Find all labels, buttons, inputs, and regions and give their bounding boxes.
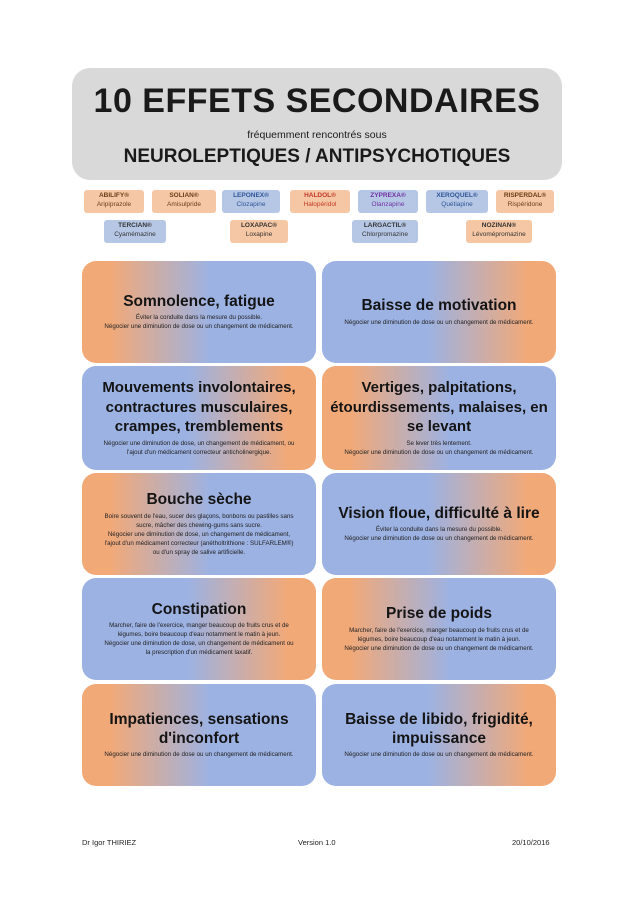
drug-tag-risperdal [496, 190, 554, 213]
advice-line: Négocier une diminution de dose ou un changement de médicament. [344, 448, 534, 456]
effect-description [88, 751, 310, 760]
advice-line: Se lever très lentement. [406, 439, 472, 447]
drug-brand: LOXAPAC® [240, 222, 278, 229]
drug-molecule: Rispéridone [507, 200, 543, 208]
effect-title: Vertiges, palpitations, étourdissements, malaises, en se levant [330, 379, 548, 436]
advice-line: Marcher, faire de l'exercice, manger beaucoup de fruits crus et de [109, 622, 289, 630]
effect-title: Mouvements involontaires, contractures musculaires, crampes, tremblements [102, 379, 296, 436]
effect-title: Baisse de libido, frigidité, impuissance [345, 710, 533, 747]
advice-line: légumes, boire beaucoup d'eau notamment le matin à jeun. [117, 631, 281, 639]
page-subtitle: fréquemment rencontrés sous [247, 129, 387, 141]
effect-card-vision [322, 473, 556, 575]
drug-tag-largactil [352, 220, 418, 243]
effect-title: Somnolence, fatigue [123, 292, 275, 310]
drug-brand: XEROQUEL® [436, 192, 478, 199]
drug-tag-haldol [290, 190, 350, 213]
effect-description [328, 319, 550, 328]
drug-brand: ZYPREXA® [370, 192, 406, 199]
effect-title: Constipation [151, 600, 247, 618]
drug-tag-solian [152, 190, 216, 213]
drug-molecule: Clozapine [236, 200, 266, 208]
effect-description [328, 440, 550, 458]
drug-molecule: Loxapine [245, 230, 273, 238]
effect-description [328, 751, 550, 760]
advice-line: Négocier une diminution de dose ou un changement de médicament. [344, 644, 534, 652]
advice-line: Négocier une diminution de dose ou un changement de médicament. [104, 323, 294, 331]
effect-card-poids [322, 578, 556, 680]
effect-title: Baisse de motivation [361, 297, 517, 315]
advice-line: Négocier une diminution de dose, un changement de médicament, ou [103, 439, 295, 447]
effect-description [88, 314, 310, 332]
advice-line: sucre, mâcher des chewing-gums sans sucre. [136, 521, 262, 529]
advice-line: Négocier une diminution de dose ou un changement de médicament. [344, 535, 534, 543]
drug-brand: LARGACTIL® [363, 222, 407, 229]
drug-brand: NOZINAN® [481, 222, 517, 229]
drug-tag-xeroquel [426, 190, 488, 213]
header-banner [72, 68, 562, 180]
drug-tag-tercian [104, 220, 166, 243]
advice-line: Négocier une diminution de dose, un changement de médicament, [107, 530, 291, 538]
effect-title: Prise de poids [386, 605, 492, 623]
drug-molecule: Lévomépromazine [472, 230, 526, 238]
advice-line: Négocier une diminution de dose ou un changement de médicament. [344, 318, 534, 326]
effect-title: Vision floue, difficulté à lire [338, 504, 540, 522]
drug-molecule: Halopéridol [303, 200, 337, 208]
drug-tag-zyprexa [358, 190, 418, 213]
effect-card-mouvements [82, 366, 316, 470]
effect-description [328, 627, 550, 654]
effect-description [88, 440, 310, 458]
effect-card-impatiences [82, 684, 316, 786]
advice-line: ou d'un spray de salive artificielle. [152, 548, 246, 556]
effect-description [328, 526, 550, 544]
drug-molecule: Olanzapine [371, 200, 405, 208]
footer-date: 20/10/2016 [512, 838, 550, 847]
effect-card-bouche-seche [82, 473, 316, 575]
effect-card-somnolence [82, 261, 316, 363]
advice-line: Négocier une diminution de dose ou un changement de médicament. [344, 751, 534, 759]
drug-molecule: Quétiapine [441, 200, 473, 208]
drug-molecule: Cyamémazine [114, 230, 156, 238]
effect-card-constipation [82, 578, 316, 680]
advice-line: l'ajout d'un médicament correcteur anticholinergique. [126, 448, 272, 456]
drug-brand: TERCIAN® [118, 222, 152, 229]
drug-tag-loxapac [230, 220, 288, 243]
advice-line: Marcher, faire de l'exercice, manger beaucoup de fruits crus et de [349, 626, 529, 634]
effect-description [88, 622, 310, 658]
advice-line: légumes, boire beaucoup d'eau notamment le matin à jeun. [357, 635, 521, 643]
drug-brand: HALDOL® [304, 192, 336, 199]
drug-brand: ABILIFY® [98, 192, 130, 199]
drug-tag-leponex [222, 190, 280, 213]
drug-brand: SOLIAN® [169, 192, 199, 199]
effect-title: Bouche sèche [146, 491, 252, 509]
drug-molecule: Aripiprazole [96, 200, 132, 208]
effect-card-motivation [322, 261, 556, 363]
footer-version: Version 1.0 [298, 838, 336, 847]
page-heading: NEUROLEPTIQUES / ANTIPSYCHOTIQUES [123, 146, 511, 167]
advice-line: l'ajout d'un médicament correcteur (anétholtrithione : SULFARLEM®) [104, 539, 294, 547]
effect-title: Impatiences, sensations d'inconfort [109, 710, 289, 747]
advice-line: Éviter la conduite dans la mesure du possible. [135, 314, 263, 322]
advice-line: Éviter la conduite dans la mesure du possible. [375, 526, 503, 534]
advice-line: Négocier une diminution de dose, un changement de médicament ou [104, 640, 294, 648]
effect-card-libido [322, 684, 556, 786]
drug-molecule: Chlorpromazine [362, 230, 408, 238]
drug-brand: LEPONEX® [233, 192, 269, 199]
drug-molecule: Amisulpride [167, 200, 201, 208]
page-title: 10 EFFETS SECONDAIRES [93, 82, 541, 120]
advice-line: la prescription d'un médicament laxatif. [145, 649, 253, 657]
drug-tag-nozinan [466, 220, 532, 243]
effect-card-vertiges [322, 366, 556, 470]
advice-line: Négocier une diminution de dose ou un changement de médicament. [104, 751, 294, 759]
footer-author: Dr Igor THIRIEZ [82, 838, 137, 847]
effect-description [88, 513, 310, 558]
drug-brand: RISPERDAL® [503, 192, 547, 199]
drug-tag-abilify [84, 190, 144, 213]
advice-line: Boire souvent de l'eau, sucer des glaçons, bonbons ou pastilles sans [104, 512, 294, 520]
